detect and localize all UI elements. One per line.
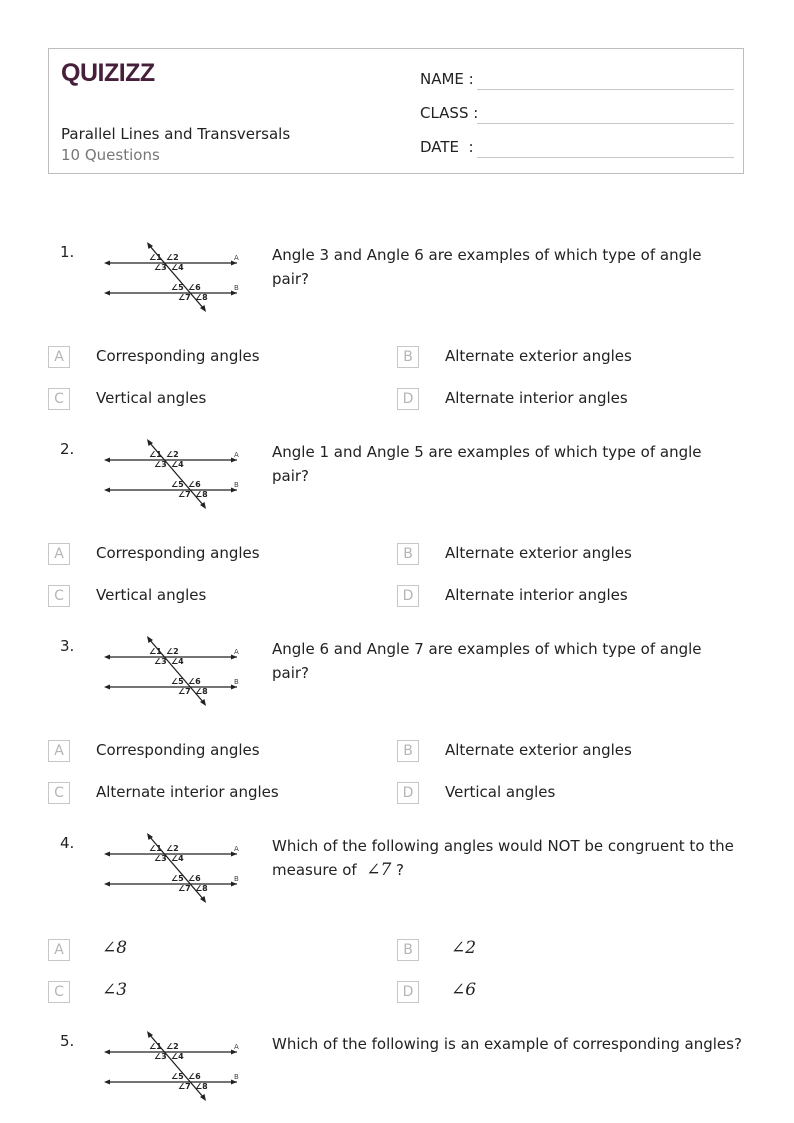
angle-label-1: ∠1 [149,450,162,459]
angle-label-3: ∠3 [154,854,167,863]
name-label: NAME : [420,70,474,88]
angle-label-6: ∠6 [188,677,201,686]
option-text: Vertical angles [445,783,556,801]
option-text: Corresponding angles [96,347,260,365]
question-number: 2. [60,440,75,458]
angle-label-4: ∠4 [171,263,184,272]
option-text: Alternate interior angles [96,783,279,801]
angle-label-7: ∠7 [178,1082,191,1091]
date-line[interactable] [477,157,734,158]
option-letter: A [48,939,70,961]
angle-label-2: ∠2 [166,450,179,459]
angle-label-5: ∠5 [171,480,184,489]
figure-svg [103,238,243,314]
option-letter: C [48,585,70,607]
question-number: 5. [60,1032,75,1050]
angle-label-5: ∠5 [171,1072,184,1081]
line-label-b: B [234,1073,239,1081]
option-letter: B [397,740,419,762]
option-letter: B [397,543,419,565]
angle-label-6: ∠6 [188,480,201,489]
class-line[interactable] [477,123,734,124]
parallel-lines-figure [103,1027,243,1099]
option-text: Corresponding angles [96,741,260,759]
question-text: Angle 1 and Angle 5 are examples of which type of angle pair? [272,443,702,485]
parallel-lines-figure [103,829,243,901]
option-text: Alternate interior angles [445,389,628,407]
option-text: ∠3 [102,980,128,1000]
question-text [272,834,742,882]
angle-label-8: ∠8 [195,293,208,302]
angle-label-6: ∠6 [188,874,201,883]
line-label-a: A [234,845,239,853]
option-letter: B [397,346,419,368]
option-text: ∠6 [451,980,477,1000]
angle-label-6: ∠6 [188,283,201,292]
angle-label-2: ∠2 [166,844,179,853]
name-field[interactable] [420,66,734,90]
line-label-a: A [234,254,239,262]
question-number: 1. [60,243,75,261]
option-text: ∠2 [451,938,477,958]
option-text: Vertical angles [96,389,207,407]
question-text-main: Which of the following angles would NOT be congruent to the measure of [272,837,734,879]
name-line[interactable] [477,89,734,90]
option-text: Alternate exterior angles [445,741,632,759]
option-text: Vertical angles [96,586,207,604]
angle-label-8: ∠8 [195,490,208,499]
angle-label-4: ∠4 [171,854,184,863]
angle-label-2: ∠2 [166,1042,179,1051]
worksheet-title: Parallel Lines and Transversals [61,125,291,143]
figure-svg [103,435,243,511]
angle-label-2: ∠2 [166,253,179,262]
option-text: Alternate interior angles [445,586,628,604]
angle-label-1: ∠1 [149,844,162,853]
class-label: CLASS : [420,104,479,122]
question-number: 4. [60,834,75,852]
worksheet-header [48,48,744,174]
option-letter: B [397,939,419,961]
angle-label-5: ∠5 [171,677,184,686]
angle-label-6: ∠6 [188,1072,201,1081]
question-text: Angle 3 and Angle 6 are examples of which type of angle pair? [272,246,702,288]
option-letter: C [48,388,70,410]
angle-label-8: ∠8 [195,1082,208,1091]
angle-label-5: ∠5 [171,283,184,292]
angle-label-4: ∠4 [171,657,184,666]
parallel-lines-figure [103,435,243,507]
line-label-a: A [234,451,239,459]
angle-label-3: ∠3 [154,263,167,272]
angle-label-7: ∠7 [178,490,191,499]
option-letter: A [48,740,70,762]
option-text: Alternate exterior angles [445,544,632,562]
date-label: DATE : [420,138,474,156]
angle-label-7: ∠7 [178,293,191,302]
line-label-b: B [234,875,239,883]
angle-label-1: ∠1 [149,253,162,262]
parallel-lines-figure [103,238,243,310]
angle-label-1: ∠1 [149,647,162,656]
question-number: 3. [60,637,75,655]
option-letter: A [48,346,70,368]
option-text: Corresponding angles [96,544,260,562]
option-letter: D [397,585,419,607]
angle-label-5: ∠5 [171,874,184,883]
angle-label-1: ∠1 [149,1042,162,1051]
option-letter: D [397,782,419,804]
option-letter: A [48,543,70,565]
angle-label-3: ∠3 [154,460,167,469]
question-mark: ? [396,861,405,879]
class-field[interactable] [420,100,734,124]
line-label-a: A [234,648,239,656]
line-label-a: A [234,1043,239,1051]
angle-label-7: ∠7 [178,884,191,893]
question-text: Which of the following is an example of corresponding angles? [272,1035,742,1053]
option-letter: C [48,981,70,1003]
line-label-b: B [234,481,239,489]
question-text: Angle 6 and Angle 7 are examples of which type of angle pair? [272,640,702,682]
angle-label-7: ∠7 [178,687,191,696]
angle-label-2: ∠2 [166,647,179,656]
line-label-b: B [234,678,239,686]
option-text: ∠8 [102,938,128,958]
question-count: 10 Questions [61,146,160,164]
parallel-lines-figure [103,632,243,704]
angle-label-8: ∠8 [195,687,208,696]
angle-label-4: ∠4 [171,1052,184,1061]
quizizz-logo: QUIZIZZ [61,59,155,87]
option-letter: D [397,981,419,1003]
date-field[interactable] [420,134,734,158]
figure-svg [103,632,243,708]
line-label-b: B [234,284,239,292]
angle-label-4: ∠4 [171,460,184,469]
angle-label-3: ∠3 [154,1052,167,1061]
option-text: Alternate exterior angles [445,347,632,365]
angle-label-8: ∠8 [195,884,208,893]
figure-svg [103,829,243,905]
angle-7-math: ∠7 [366,860,392,880]
option-letter: C [48,782,70,804]
option-letter: D [397,388,419,410]
figure-svg [103,1027,243,1103]
angle-label-3: ∠3 [154,657,167,666]
